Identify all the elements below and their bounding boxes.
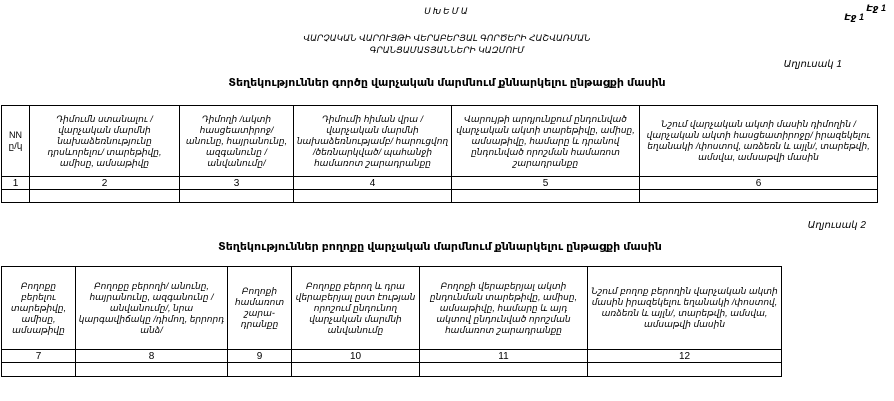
table1-header-cell: Վարույթի արդյունքում ընդունված վարչական ակտի տարեթիվը, ամիսը, ամսաթիվը, համարը և դրանով ընդունված որոշման համառոտ շարադրանքը bbox=[452, 106, 640, 177]
table1-empty-cell bbox=[180, 190, 294, 203]
table1-number-cell: 3 bbox=[180, 177, 294, 190]
table2-number-cell: 10 bbox=[292, 350, 420, 363]
table1-empty-cell bbox=[30, 190, 180, 203]
table1-empty-cell bbox=[294, 190, 452, 203]
table2-empty-cell bbox=[588, 363, 782, 377]
table2-empty-cell bbox=[2, 363, 76, 377]
table2-number-row bbox=[2, 350, 782, 363]
table1-header-cell: Դիմումի հիման վրա /վարչական մարմնի նախաձեռնությամբ/ հարուցվող /ծեռնարկված/ պահանջի համառոտ շարադրանքը bbox=[294, 106, 452, 177]
table1-header-cell: Նշում վարչական ակտի մասին դիմողին /վարչական ակտի հասցեատիրոջը/ իրազեկելու եղանակի /փոստով, առձեռն և այլն/, տարեթվի, ամսվա, ամսաթվի մասին bbox=[640, 106, 878, 177]
table1-header-cell: NN ը/կ bbox=[2, 106, 30, 177]
table1-title: Տեղեկություններ գործը վարչական մարմնում քննարկելու ընթացքի մասին bbox=[228, 77, 666, 89]
table2-empty-row bbox=[2, 363, 782, 377]
table1-label: Աղյուսակ 1 bbox=[783, 59, 842, 70]
table2-title: Տեղեկություններ բողոքը վարչական մարմնում քննարկելու ընթացքի մասին bbox=[218, 241, 662, 253]
form-label: ՍԽԵՄԱ bbox=[424, 6, 470, 16]
table2-number-cell: 7 bbox=[2, 350, 76, 363]
table1-header-row bbox=[2, 106, 878, 177]
sheet-number: Էջ 1 bbox=[866, 3, 886, 13]
table2-empty-cell bbox=[76, 363, 228, 377]
table1-header-cell: Դիմողի /ակտի հասցեատիրոջ/ անունը, հայրանունը, ազգանունը /անվանումը/ bbox=[180, 106, 294, 177]
table2-header-cell: Բողոքը բերողի/ անունը, հայրանունը, ազգանունը /անվանումը/, նրա կարգավիճակը /դիմող, երրորդ անձ/ bbox=[76, 267, 228, 350]
table1-number-cell: 1 bbox=[2, 177, 30, 190]
table1-number-cell: 5 bbox=[452, 177, 640, 190]
table2-number-cell: 9 bbox=[228, 350, 292, 363]
table2-header-cell: Բողոքը բերող և դրա վերաբերյալ ըստ էության որոշում ընդունող վարչական մարմնի անվանումը bbox=[292, 267, 420, 350]
table1 bbox=[1, 105, 878, 203]
table1-number-row bbox=[2, 177, 878, 190]
table2-header-cell: Բողոքի վերաբերյալ ակտի ընդունման տարեթիվը, ամիսը, ամսաթիվը, համարը և այդ ակտով ընդունված որոշման համառոտ շարադրանքը bbox=[420, 267, 588, 350]
table2-header-cell: Բողոքը բերելու տարեթիվը, ամիսը, ամսաթիվը bbox=[2, 267, 76, 350]
table2-number-cell: 12 bbox=[588, 350, 782, 363]
table1-number-cell: 6 bbox=[640, 177, 878, 190]
table1-empty-cell bbox=[452, 190, 640, 203]
table2-number-cell: 11 bbox=[420, 350, 588, 363]
table2-label: Աղյուսակ 2 bbox=[807, 220, 866, 231]
table2-empty-cell bbox=[228, 363, 292, 377]
table2-number-cell: 8 bbox=[76, 350, 228, 363]
table1-header-cell: Դիմումն ստանալու /վարչական մարմնի նախաձեռնությունը դրսևորելու/ տարեթիվը, ամիսը, ամսաթիվը bbox=[30, 106, 180, 177]
table1-empty-row bbox=[2, 190, 878, 203]
page-number: Էջ 1 bbox=[844, 12, 864, 22]
table2 bbox=[1, 266, 782, 377]
table1-empty-cell bbox=[2, 190, 30, 203]
table1-empty-cell bbox=[640, 190, 878, 203]
table2-empty-cell bbox=[420, 363, 588, 377]
table2-header-cell: Նշում բողոք բերողին վարչական ակտի մասին իրազեկելու եղանակի /փոստով, առձեռն և այլն/, տարեթվի, ամսվա, ամսաթվի մասին bbox=[588, 267, 782, 350]
table1-number-cell: 4 bbox=[294, 177, 452, 190]
document-heading-line2: ԳՐԱՆՑԱՄԱՏՅԱՆՆԵՐԻ ԿԱԶՄՈՒՄ bbox=[369, 45, 525, 55]
table1-number-cell: 2 bbox=[30, 177, 180, 190]
document-heading-line1: ՎԱՐՉԱԿԱՆ ՎԱՐՈՒՅԹԻ ՎԵՐԱԲԵՐՅԱԼ ԳՈՐԾԵՐԻ ՀԱՇՎԱՌՄԱՆ bbox=[303, 33, 591, 43]
table2-header-row bbox=[2, 267, 782, 350]
table2-empty-cell bbox=[292, 363, 420, 377]
table2-header-cell: Բողոքի համառոտ շարա-դրանքը bbox=[228, 267, 292, 350]
